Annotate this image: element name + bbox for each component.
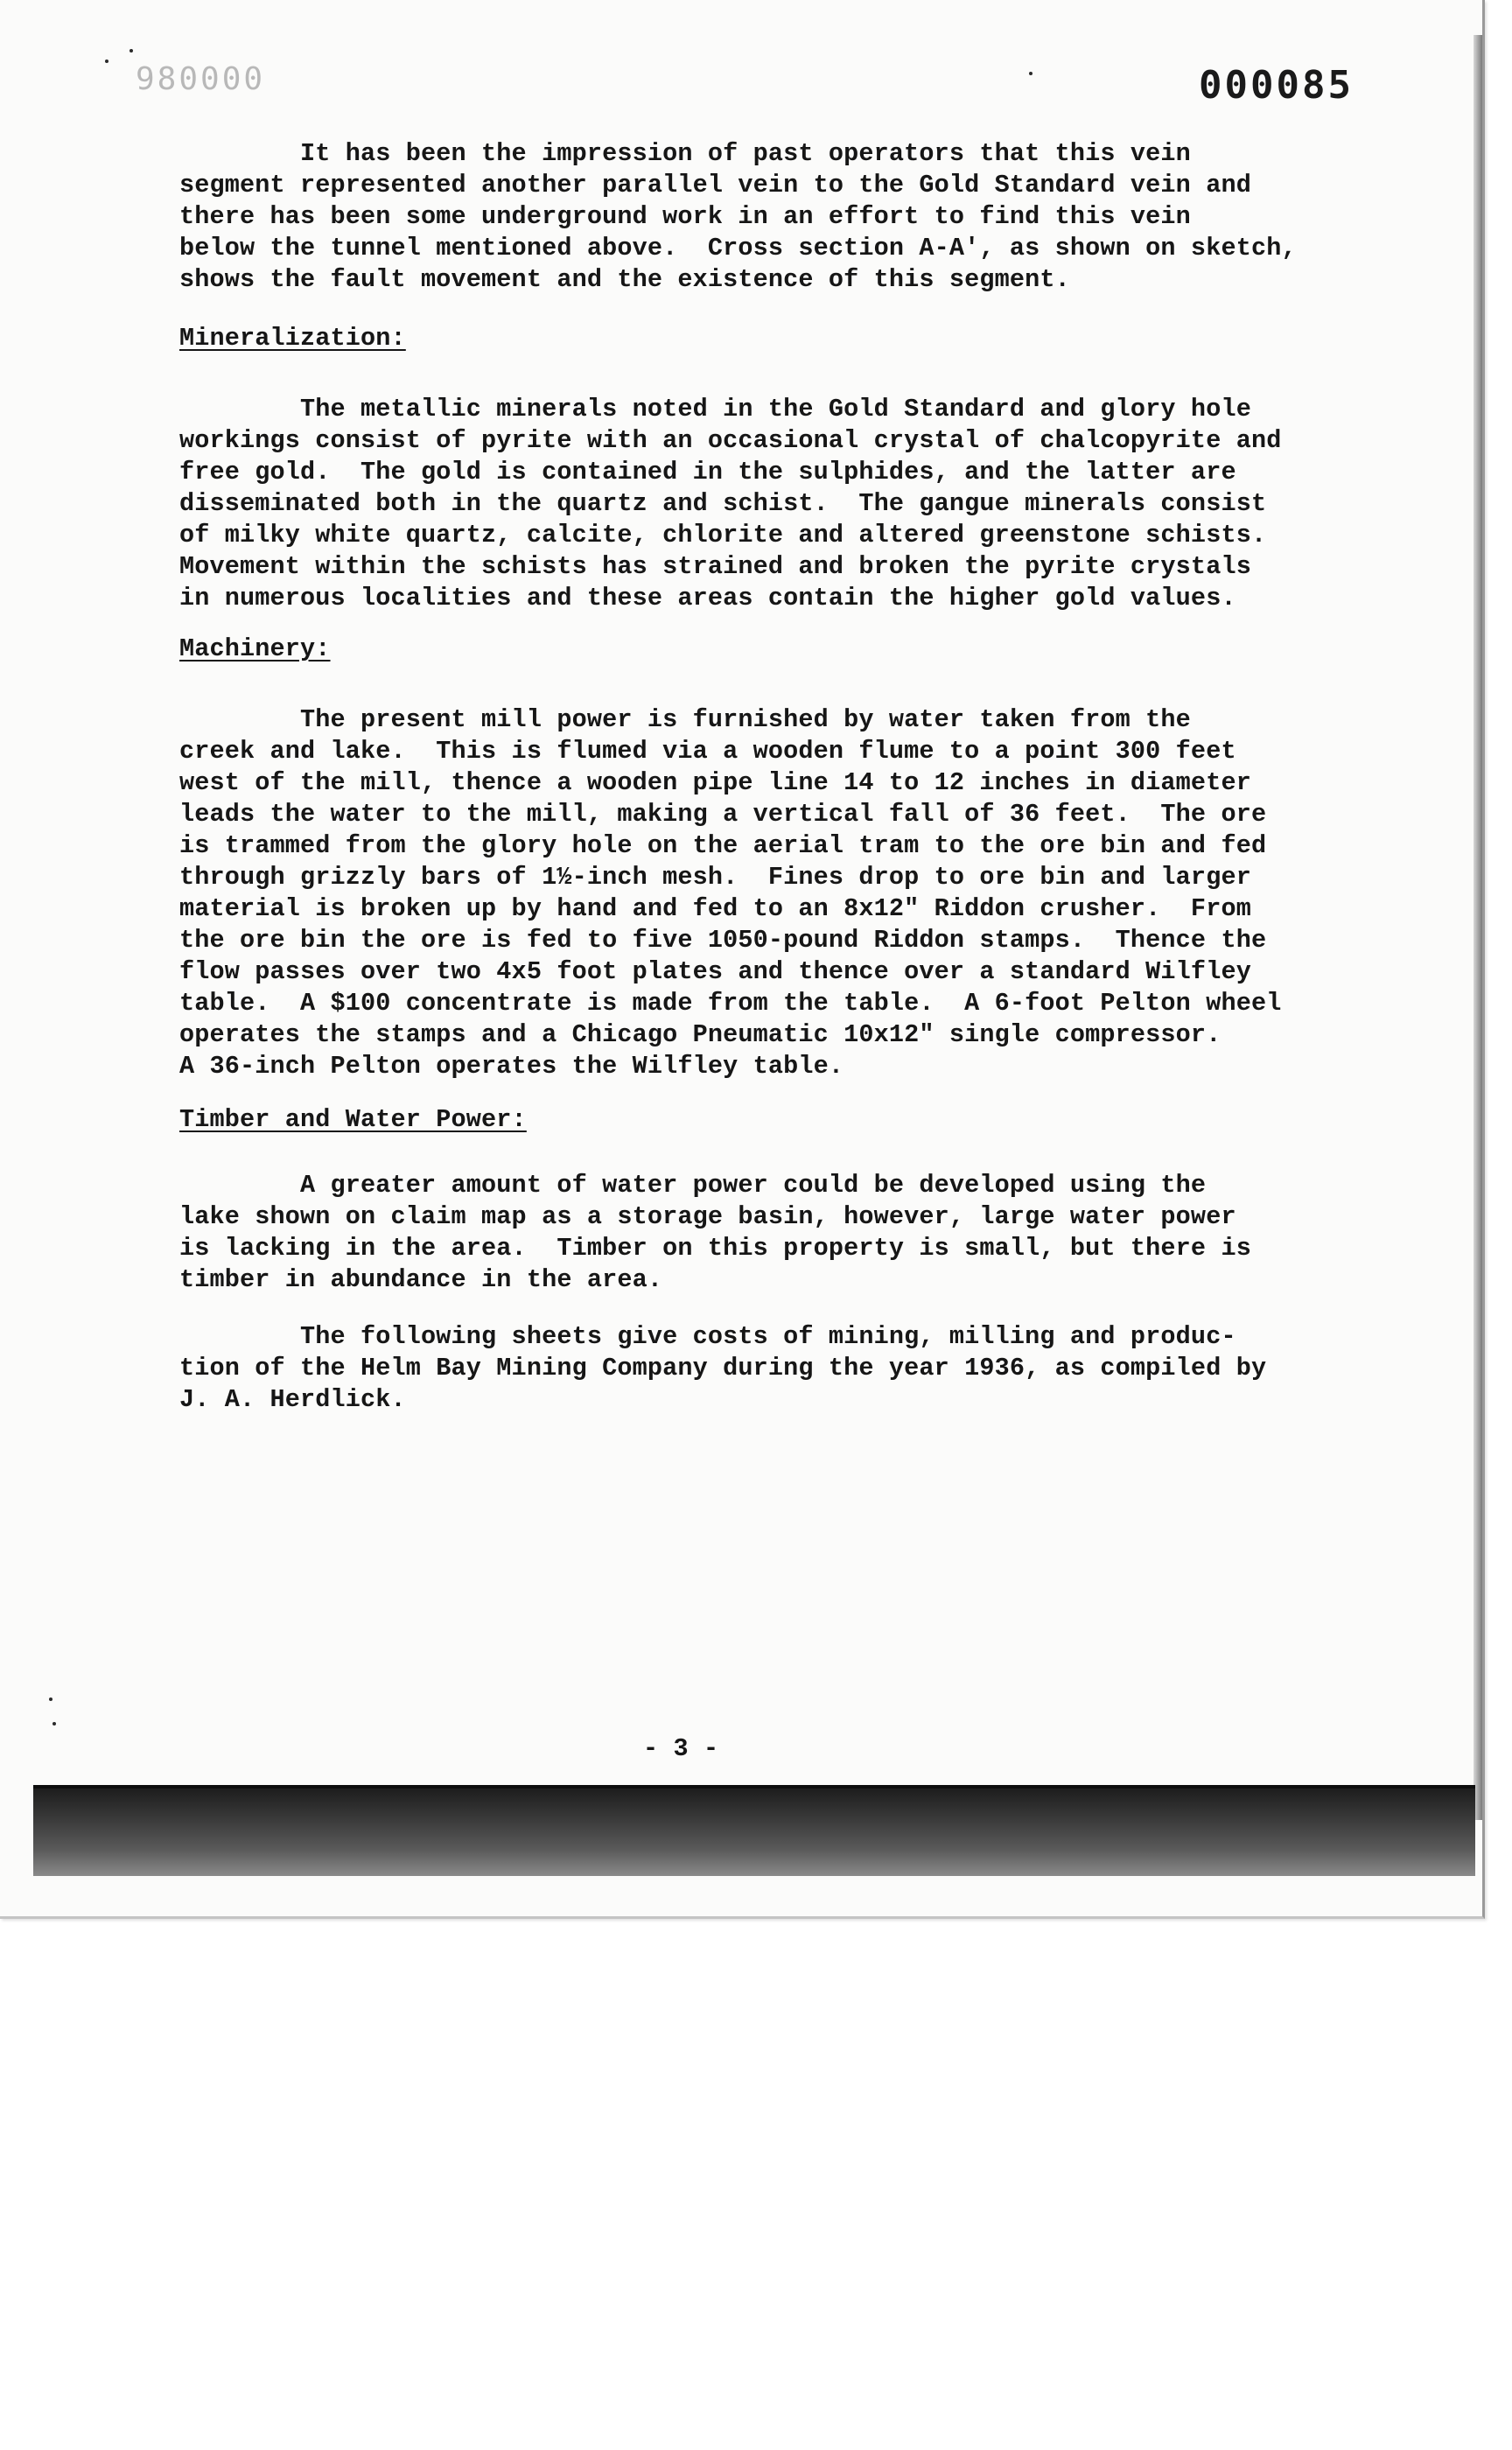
text-line: free gold. The gold is contained in the sulphides, and the latter are [179, 458, 1236, 486]
text-line: A 36-inch Pelton operates the Wilfley table. [179, 1052, 844, 1081]
text-line: there has been some underground work in an effort to find this vein [179, 202, 1191, 231]
scan-speck [49, 1698, 52, 1701]
text-line: is trammed from the glory hole on the aerial tram to the ore bin and fed [179, 831, 1267, 860]
text-line: below the tunnel mentioned above. Cross section A-A', as shown on sketch, [179, 234, 1297, 262]
text-line: segment represented another parallel vein to the Gold Standard vein and [179, 171, 1251, 200]
scan-speck [52, 1722, 56, 1726]
page-edge-shadow [1474, 35, 1482, 1820]
text-line: The present mill power is furnished by water taken from the [179, 705, 1191, 734]
text-line: the ore bin the ore is fed to five 1050-pound Riddon stamps. Thence the [179, 926, 1267, 955]
text-line: disseminated both in the quartz and schist. The gangue minerals consist [179, 489, 1267, 518]
text-line: is lacking in the area. Timber on this property is small, but there is [179, 1234, 1251, 1263]
text-line: in numerous localities and these areas contain the higher gold values. [179, 584, 1236, 612]
text-line: material is broken up by hand and fed to an 8x12" Riddon crusher. From [179, 894, 1251, 923]
text-line: flow passes over two 4x5 foot plates and thence over a standard Wilfley [179, 957, 1251, 986]
paragraph-machinery [179, 704, 1352, 1082]
scan-edge-band [33, 1788, 1475, 1876]
heading-mineralization: Mineralization: [179, 324, 406, 353]
scan-speck [1029, 72, 1032, 75]
paragraph-costs-note [179, 1321, 1352, 1416]
text-line: tion of the Helm Bay Mining Company during the year 1936, as compiled by [179, 1354, 1267, 1382]
text-line: leads the water to the mill, making a vertical fall of 36 feet. The ore [179, 800, 1267, 829]
text-line: workings consist of pyrite with an occasional crystal of chalcopyrite and [179, 426, 1282, 455]
bleed-through-document-number: 980000 [136, 61, 266, 97]
text-line: The following sheets give costs of mining, milling and produc- [179, 1322, 1236, 1351]
page-number: - 3 - [643, 1734, 719, 1763]
text-line: table. A $100 concentrate is made from the table. A 6-foot Pelton wheel [179, 989, 1282, 1018]
heading-machinery: Machinery: [179, 634, 331, 663]
text-line: creek and lake. This is flumed via a wooden flume to a point 300 feet [179, 737, 1236, 766]
text-line: The metallic minerals noted in the Gold Standard and glory hole [179, 395, 1251, 424]
text-line: operates the stamps and a Chicago Pneumatic 10x12" single compressor. [179, 1020, 1222, 1049]
text-line: A greater amount of water power could be developed using the [179, 1171, 1207, 1200]
text-line: J. A. Herdlick. [179, 1385, 406, 1414]
scan-speck [130, 49, 133, 52]
text-line: timber in abundance in the area. [179, 1265, 663, 1294]
text-line: shows the fault movement and the existence of this segment. [179, 265, 1070, 294]
paragraph-timber-water-power [179, 1170, 1352, 1296]
heading-timber-water-power: Timber and Water Power: [179, 1105, 527, 1134]
document-number: 000085 [1199, 63, 1354, 108]
text-line: lake shown on claim map as a storage basin, however, large water power [179, 1202, 1236, 1231]
paragraph-mineralization [179, 394, 1352, 614]
text-line: It has been the impression of past operators that this vein [179, 139, 1191, 168]
text-line: through grizzly bars of 1½-inch mesh. Fines drop to ore bin and larger [179, 863, 1251, 892]
paragraph-vein-segment [179, 138, 1352, 296]
text-line: of milky white quartz, calcite, chlorite and altered greenstone schists. [179, 521, 1267, 550]
scan-speck [105, 60, 108, 63]
text-line: west of the mill, thence a wooden pipe line 14 to 12 inches in diameter [179, 768, 1251, 797]
text-line: Movement within the schists has strained and broken the pyrite crystals [179, 552, 1251, 581]
